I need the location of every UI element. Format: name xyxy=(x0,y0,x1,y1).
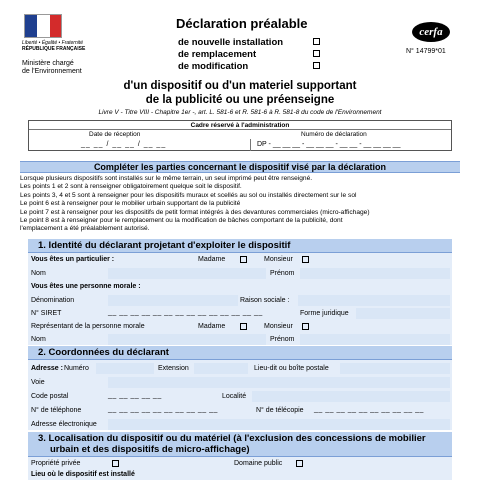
representant-monsieur-label: Monsieur xyxy=(264,323,293,330)
code-postal-input[interactable]: __ __ __ __ __ xyxy=(108,392,162,399)
forme-juridique-input[interactable] xyxy=(356,308,450,319)
option-modify-checkbox[interactable] xyxy=(313,62,320,69)
monsieur-checkbox[interactable] xyxy=(302,256,309,263)
cerfa-logo: cerfa xyxy=(412,22,450,42)
siret-input[interactable]: __ __ __ __ __ __ __ __ __ __ __ __ __ __ xyxy=(108,309,263,316)
section1-header xyxy=(28,239,452,253)
cerfa-number: N° 14799*01 xyxy=(406,48,446,55)
representant-monsieur-checkbox[interactable] xyxy=(302,323,309,330)
admin-header: Cadre réservé à l'administration xyxy=(29,121,451,130)
title-line3: de la publicité ou une préenseigne xyxy=(145,94,335,106)
legal-reference: Livre V - Titre VIII - Chapitre 1er -, art. L. 581-6 et R. 581-6 à R. 581-8 du code de l'Environnement xyxy=(98,109,382,116)
section2-header xyxy=(28,346,452,360)
morale-label: Vous êtes une personne morale : xyxy=(31,283,141,290)
section3-title-line2: urbain et des dispositifs de micro-affichage) xyxy=(50,444,250,455)
raison-sociale-input[interactable] xyxy=(298,295,450,306)
telephone-input[interactable]: __ __ __ __ __ __ __ __ __ __ xyxy=(108,406,218,413)
domaine-public-label: Domaine public xyxy=(234,460,283,467)
email-input[interactable] xyxy=(108,419,450,430)
ministry-line1: Ministère chargé xyxy=(22,60,74,67)
flag-white-stripe xyxy=(37,15,50,38)
representant-label: Représentant de la personne morale xyxy=(31,323,145,330)
numero-label: Numéro xyxy=(64,365,89,372)
denomination-label: Dénomination xyxy=(31,297,75,304)
localite-input[interactable] xyxy=(252,391,450,402)
telecopie-label: N° de télécopie xyxy=(256,407,304,414)
option-replace-label: de remplacement xyxy=(178,49,257,60)
forme-juridique-label: Forme juridique xyxy=(300,310,349,317)
adresse-label: Adresse : xyxy=(31,365,63,372)
propriete-privee-label: Propriété privée xyxy=(31,460,81,467)
representant-madame-checkbox[interactable] xyxy=(240,323,247,330)
email-label: Adresse électronique xyxy=(31,421,97,428)
instruction-line: Les points 3, 4 et 5 sont à renseigner pour les dispositifs muraux et scellés au sol ou installés directement sur le sol xyxy=(20,191,357,199)
reception-date-label: Date de réception xyxy=(89,131,141,138)
nom-input[interactable] xyxy=(108,268,266,279)
representant-nom-input[interactable] xyxy=(108,334,266,345)
title-line2: d'un dispositif ou d'un materiel supportant xyxy=(123,80,357,92)
prenom-label: Prénom xyxy=(270,270,295,277)
representant-prenom-label: Prénom xyxy=(270,336,295,343)
option-replace-checkbox[interactable] xyxy=(313,50,320,57)
instruction-line: l'emplacement a été préalablement autorisé. xyxy=(20,225,150,233)
code-postal-label: Code postal xyxy=(31,393,69,400)
prenom-input[interactable] xyxy=(300,268,450,279)
madame-checkbox[interactable] xyxy=(240,256,247,263)
option-new-checkbox[interactable] xyxy=(313,38,320,45)
extension-label: Extension xyxy=(158,365,189,372)
declaration-number-label: Numéro de déclaration xyxy=(301,131,367,138)
section3-title-line1: 3. Localisation du dispositif ou du matériel (à l'exclusion des concessions de mobilier xyxy=(38,433,426,444)
option-modify-label: de modification xyxy=(178,61,249,72)
denomination-input[interactable] xyxy=(108,295,238,306)
section3-header xyxy=(28,432,452,457)
instructions-text xyxy=(20,175,460,234)
raison-sociale-label: Raison sociale : xyxy=(240,297,290,304)
lieudit-input[interactable] xyxy=(340,363,450,374)
flag-red-stripe xyxy=(50,15,62,38)
propriete-privee-checkbox[interactable] xyxy=(112,460,119,467)
telephone-label: N° de téléphone xyxy=(31,407,82,414)
lieudit-label: Lieu-dit ou boîte postale xyxy=(254,365,329,372)
section2-title: 2. Coordonnées du déclarant xyxy=(38,347,169,358)
marianne-logo xyxy=(24,14,62,38)
instruction-line: Lorsque plusieurs dispositifs sont installés sur le même terrain, un seul imprimé peut être renseigné. xyxy=(20,175,313,182)
madame-label: Madame xyxy=(198,256,226,263)
representant-madame-label: Madame xyxy=(198,323,226,330)
representant-nom-label: Nom xyxy=(31,336,46,343)
instruction-line: Le point 8 est à renseigner pour le remplacement ou la modification de bâches comportant de la publicité, dont xyxy=(20,217,343,225)
republic-motto: Liberté • Égalité • Fraternité xyxy=(22,40,84,46)
option-new-label: de nouvelle installation xyxy=(178,37,284,48)
nom-label: Nom xyxy=(31,270,46,277)
representant-prenom-input[interactable] xyxy=(300,334,450,345)
particulier-label: Vous êtes un particulier : xyxy=(31,256,115,263)
numero-input[interactable] xyxy=(96,363,154,374)
voie-input[interactable] xyxy=(108,377,450,388)
instructions-header: Compléter les parties concernant le dispositif visé par la déclaration xyxy=(20,161,460,173)
extension-input[interactable] xyxy=(194,363,248,374)
flag-blue-stripe xyxy=(25,15,37,38)
telecopie-input[interactable]: __ __ __ __ __ __ __ __ __ __ xyxy=(314,406,424,413)
section1-title: 1. Identité du déclarant projetant d'exploiter le dispositif xyxy=(38,240,291,251)
instruction-line: Le point 7 est à renseigner pour les dispositifs de petit format intégrés à des devantures commerciales (micro-affichage) xyxy=(20,208,370,216)
admin-box xyxy=(28,120,452,151)
instruction-line: Le point 6 est à renseigner pour le mobilier urbain supportant de la publicité xyxy=(20,200,241,208)
instruction-line: Les points 1 et 2 sont à renseigner obligatoirement quelque soit le dispositif. xyxy=(20,183,242,191)
declaration-number-field[interactable]: DP - __ __ __ - __ __ __ - __ __ - __ __ __ __ xyxy=(257,141,401,148)
monsieur-label: Monsieur xyxy=(264,256,293,263)
ministry-line2: de l'Environnement xyxy=(22,68,82,75)
form-title: Déclaration préalable xyxy=(176,16,308,31)
republic-name: RÉPUBLIQUE FRANÇAISE xyxy=(22,46,86,52)
voie-label: Voie xyxy=(31,379,45,386)
domaine-public-checkbox[interactable] xyxy=(296,460,303,467)
reception-date-field[interactable]: __ __ / __ __ / __ __ xyxy=(81,141,167,148)
localite-label: Localité xyxy=(222,393,247,400)
siret-label: N° SIRET xyxy=(31,310,62,317)
lieu-installation-label: Lieu où le dispositif est installé xyxy=(31,471,135,478)
